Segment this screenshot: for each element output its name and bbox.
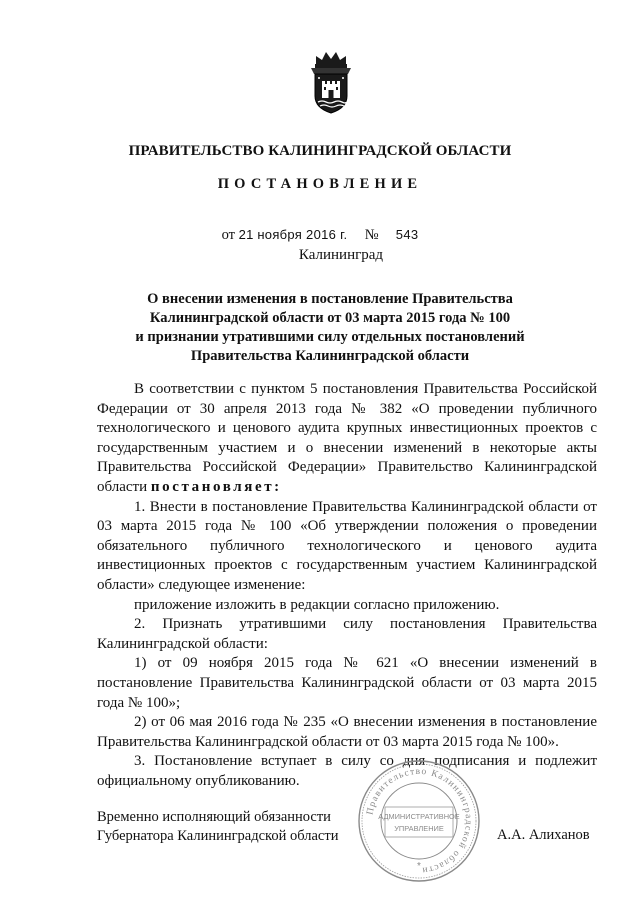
subject-line: Калининградской области от 03 марта 2015 года № 100 (149, 310, 511, 326)
signer-name: А.А. Алиханов (497, 827, 590, 843)
date-month-year: ноября 2016 г. (257, 227, 348, 242)
date-day: 21 (238, 227, 254, 242)
coat-of-arms-icon (308, 50, 354, 116)
stamp-star-icon: * (417, 861, 421, 872)
signer-position-line: Временно исполняющий обязанности (97, 809, 331, 825)
item-2: 2. Признать утратившими силу постановления Правительства Калининградской области: (97, 616, 597, 652)
document-type: ПОСТАНОВЛЕНИЕ (217, 176, 423, 192)
stamp-ring-text: Правительство Калининградской области (365, 766, 474, 876)
stamp-center-line: АДМИНИСТРАТИВНОЕ (378, 812, 460, 821)
number-sign: № (364, 227, 379, 243)
intro-text: В соответствии с пунктом 5 постановления Правительства Российской Федерации от 30 апреля 2013 года № 382 «О проведении публичного технологического и ценового аудита крупных инвестиционных проектов с государственным участием и о внесении изменений в некоторые акты Правительства Российской Федерации» Правительство Калининградской области (97, 381, 597, 495)
intro-paragraph (97, 380, 597, 498)
document-number: 543 (395, 227, 419, 242)
government-title: ПРАВИТЕЛЬСТВО КАЛИНИНГРАДСКОЙ ОБЛАСТИ (128, 143, 512, 159)
document-body (97, 380, 597, 791)
decree-word: постановляет: (150, 478, 282, 495)
item-2-2: 2) от 06 мая 2016 года № 235 «О внесении изменения в постановление Правительства Калининградской области от 03 марта 2015 года № 100». (97, 714, 597, 750)
date-number-line (0, 227, 640, 244)
subject-line: Правительства Калининградской области (190, 348, 470, 364)
item-2-1: 1) от 09 ноября 2015 года № 621 «О внесении изменений в постановление Правительства Калининградской области от 03 марта 2015 года № 100»; (97, 655, 597, 711)
document-subject (80, 290, 580, 366)
item-1-change: приложение изложить в редакции согласно приложению. (134, 596, 500, 613)
signer-position-line: Губернатора Калининградской области (97, 828, 339, 844)
subject-line: и признании утратившими силу отдельных постановлений (135, 329, 525, 345)
item-1: 1. Внести в постановление Правительства Калининградской области от 03 марта 2015 года № 100 «Об утверждении положения о проведении обязательного публичного технологического и ценового аудита инвестиционных проектов с государственным участием Калининградской области» следующее изменение: (97, 498, 597, 593)
item-3: 3. Постановление вступает в силу со дня подписания и подлежит официальному опубликованию. (97, 753, 597, 789)
subject-line: О внесении изменения в постановление Правительства (147, 291, 513, 307)
stamp-center-line: УПРАВЛЕНИЕ (394, 824, 444, 833)
official-stamp (355, 757, 483, 885)
signer-position (97, 808, 338, 846)
date-prefix: от (221, 227, 235, 243)
city: Калининград (298, 247, 384, 263)
